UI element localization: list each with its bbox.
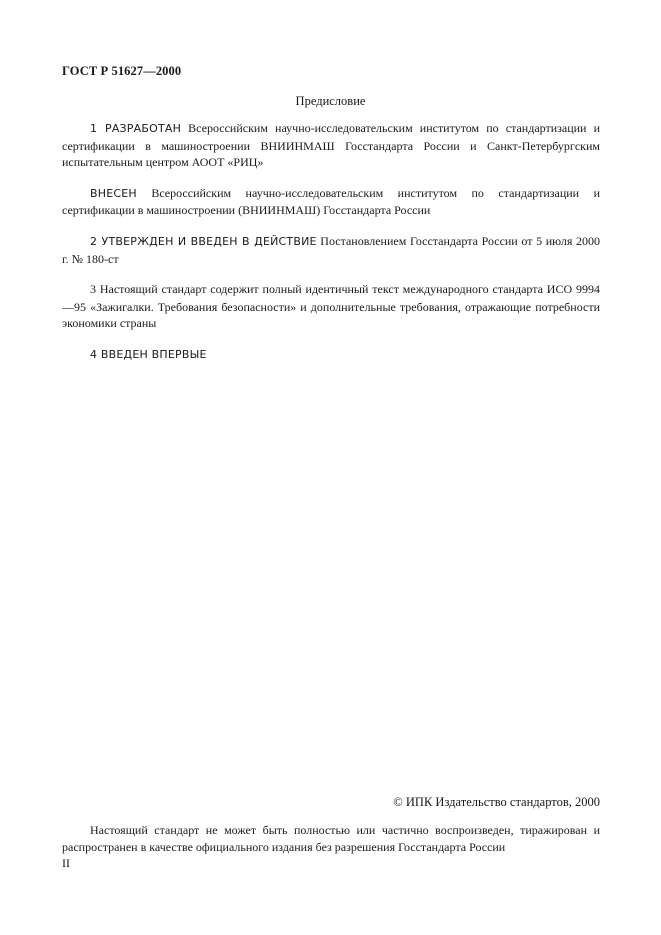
section-title: Предисловие [295, 94, 366, 108]
paragraph-text: Всероссийским научно-исследовательским институтом по стандартизации и сертификации в машиностроении (ВНИИНМАШ) Госстандарта России [62, 185, 600, 218]
paragraph-lead: 1 РАЗРАБОТАН [90, 122, 182, 135]
rights-notice: Настоящий стандарт не может быть полностью или частично воспроизведен, тиражирован и распространен в качестве официального издания без разрешения Госстандарта России [62, 823, 600, 854]
paragraph-lead: ВНЕСЕН [90, 186, 137, 200]
preface-paragraph-2 [62, 233, 600, 267]
preface-content [62, 120, 600, 378]
preface-paragraph-introduced [62, 185, 600, 219]
standard-code: ГОСТ Р 51627—2000 [62, 64, 182, 78]
paragraph-text: Постановлением Госстандарта России от 5 июля 2000 г. № 180-ст [62, 233, 600, 266]
preface-paragraph-1 [62, 120, 600, 171]
paragraph-text: 3 Настоящий стандарт содержит полный идентичный текст международного стандарта ИСО 9994—95 «Зажигалки. Требования безопасности» и дополнительные требования, отражающие потребности экономики страны [62, 282, 600, 331]
paragraph-lead: 4 ВВЕДЕН ВПЕРВЫЕ [90, 347, 207, 361]
paragraph-text: Всероссийским научно-исследовательским институтом по стандартизации и сертификации в машиностроении ВНИИНМАШ Госстандарта России и Санкт-Петербургским испытательным центром АООТ «РИЦ» [62, 121, 600, 170]
preface-paragraph-4 [62, 346, 600, 364]
copyright-line: © ИПК Издательство стандартов, 2000 [393, 795, 600, 809]
preface-paragraph-3 [62, 281, 600, 332]
paragraph-lead: 2 УТВЕРЖДЕН И ВВЕДЕН В ДЕЙСТВИЕ [90, 234, 317, 248]
page-number: II [62, 856, 70, 870]
